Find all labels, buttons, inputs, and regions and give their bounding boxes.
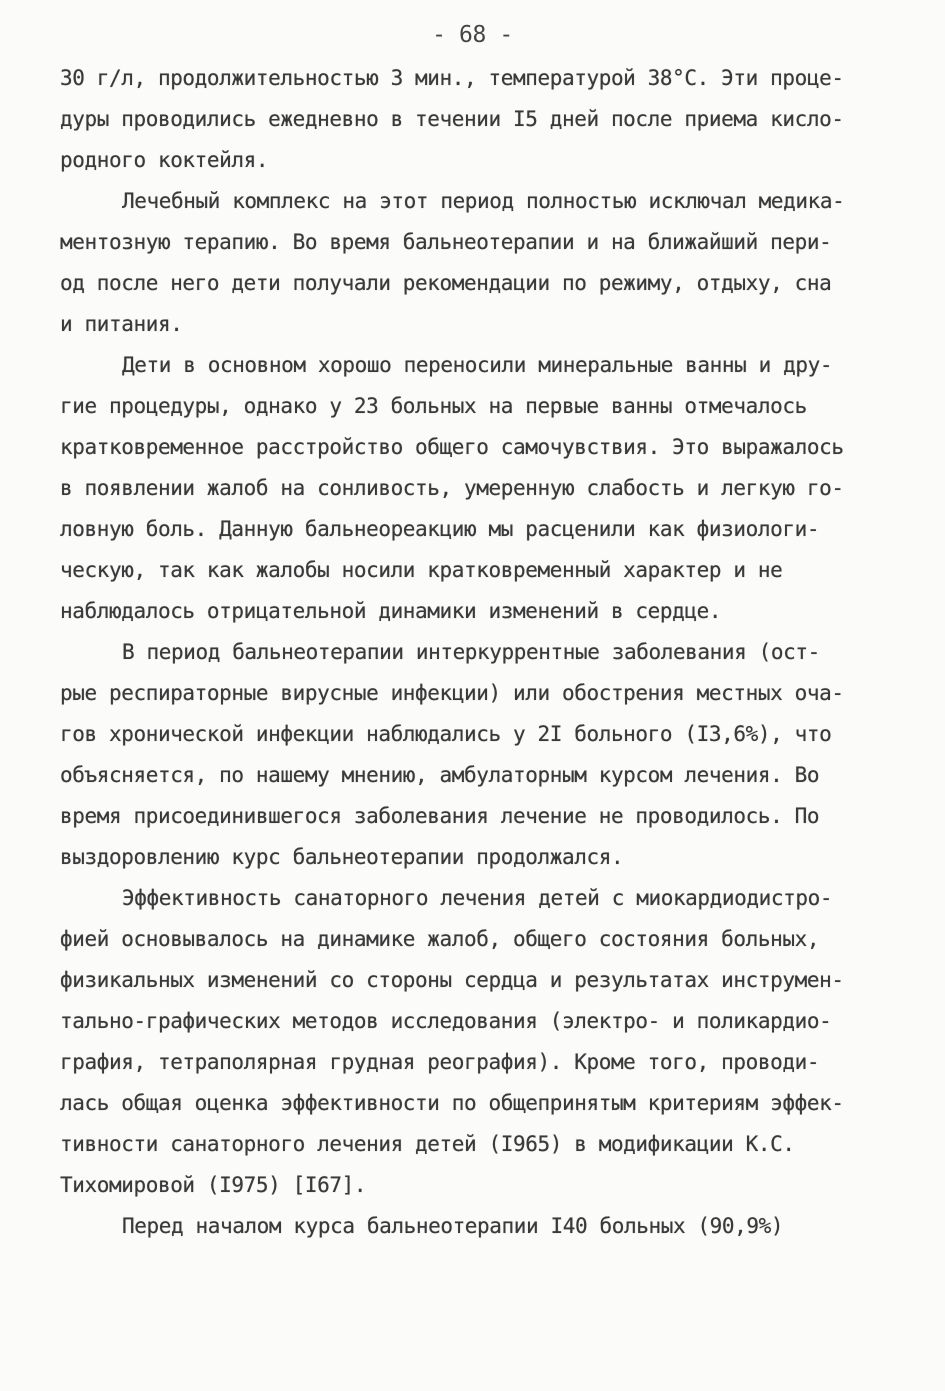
text-line: Эффективность санаторного лечения детей с миокардиодистро- <box>122 886 833 910</box>
page-number: - 68 - <box>432 22 513 48</box>
text-line: лась общая оценка эффективности по общепринятым критериям эффек- <box>60 1091 844 1115</box>
body-text <box>60 58 890 1247</box>
text-line: кратковременное расстройство общего самочувствия. Это выражалось <box>60 435 844 459</box>
text-line: Тихомировой (I975) [I67]. <box>60 1173 367 1197</box>
text-line: ментозную терапию. Во время бальнеотерапии и на ближайший пери- <box>60 230 832 254</box>
text-line: в появлении жалоб на сонливость, умеренную слабость и легкую го- <box>60 476 844 500</box>
text-line: В период бальнеотерапии интеркуррентные заболевания (ост- <box>122 640 820 664</box>
text-line: наблюдалось отрицательной динамики изменений в сердце. <box>60 599 722 623</box>
text-line: физикальных изменений со стороны сердца и результатах инструмен- <box>60 968 844 992</box>
text-line: дуры проводились ежедневно в течении I5 дней после приема кисло- <box>60 107 844 131</box>
text-line: 30 г/л, продолжительностью 3 мин., температурой 38°С. Эти проце- <box>60 66 844 90</box>
text-line: родного коктейля. <box>60 148 269 172</box>
text-line: и питания. <box>60 312 183 336</box>
paragraph <box>60 1206 890 1247</box>
text-line: гие процедуры, однако у 23 больных на первые ванны отмечалось <box>60 394 807 418</box>
paragraph <box>60 632 890 878</box>
text-line: фией основывалось на динамике жалоб, общего состояния больных, <box>60 927 820 951</box>
text-line: Лечебный комплекс на этот период полностью исключал медика- <box>122 189 845 213</box>
text-line: время присоединившегося заболевания лечение не проводилось. По <box>60 804 820 828</box>
text-line: объясняется, по нашему мнению, амбулаторным курсом лечения. Во <box>60 763 820 787</box>
text-line: тивности санаторного лечения детей (I965) в модификации К.С. <box>60 1132 795 1156</box>
text-line: гов хронической инфекции наблюдались у 2I больного (I3,6%), что <box>60 722 832 746</box>
text-line: выздоровлению курс бальнеотерапии продолжался. <box>60 845 624 869</box>
text-line: тально-графических методов исследования (электро- и поликардио- <box>60 1009 832 1033</box>
text-line: од после него дети получали рекомендации по режиму, отдыху, сна <box>60 271 832 295</box>
text-line: рые респираторные вирусные инфекции) или обострения местных оча- <box>60 681 844 705</box>
text-line: ловную боль. Данную бальнеореакцию мы расценили как физиологи- <box>60 517 820 541</box>
text-line: Перед началом курса бальнеотерапии I40 больных (90,9%) <box>122 1214 784 1238</box>
text-line: ческую, так как жалобы носили кратковременный характер и не <box>60 558 783 582</box>
paragraph <box>60 345 890 632</box>
text-line: графия, тетраполярная грудная реография). Кроме того, проводи- <box>60 1050 820 1074</box>
paragraph <box>60 878 890 1206</box>
text-line: Дети в основном хорошо переносили минеральные ванны и дру- <box>122 353 833 377</box>
paragraph <box>60 58 890 181</box>
paragraph <box>60 181 890 345</box>
